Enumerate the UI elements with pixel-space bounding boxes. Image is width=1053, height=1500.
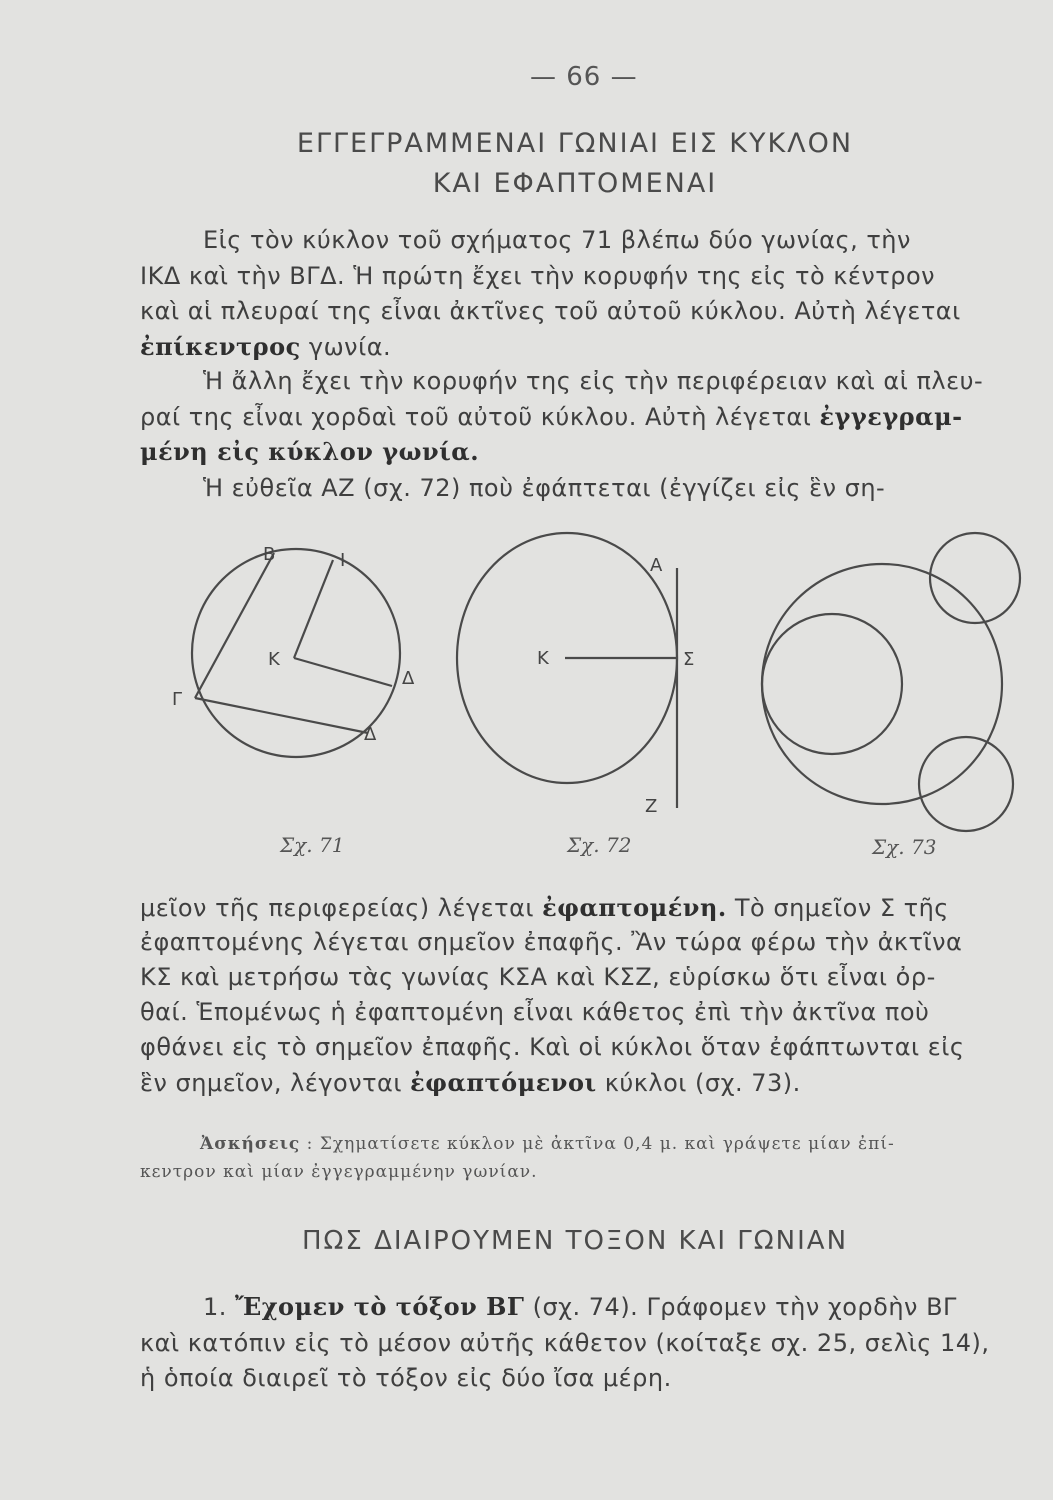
figure-73 <box>762 533 1020 831</box>
term-toxon: Ἔχομεν τὸ τόξον ΒΓ <box>235 1292 525 1321</box>
section-title-line2: ΚΑΙ ΕΦΑΠΤΟΜΕΝΑΙ <box>432 168 718 199</box>
item-number: 1. <box>203 1293 236 1321</box>
exercise-line: κεντρον καὶ μίαν ἐγγεγραμμένην γωνίαν. <box>140 1162 538 1182</box>
caption-fig73: Σχ. 73 <box>872 835 937 859</box>
text-span: (σχ. 74). Γράφομεν τὴν χορδὴν ΒΓ <box>524 1293 957 1321</box>
fig72-label-S: Σ <box>683 649 695 670</box>
paragraph-line: καὶ κατόπιν εἰς τὸ μέσον αὐτῆς κάθετον (κοίταξε σχ. 25, σελὶς 14), <box>140 1329 990 1357</box>
fig73-inner-circle <box>762 614 902 754</box>
fig72-label-Z: Ζ <box>645 796 658 817</box>
fig72-label-K: Κ <box>537 648 549 669</box>
paragraph-line: καὶ αἱ πλευραί της εἶναι ἀκτῖνες τοῦ αὐτοῦ κύκλου. Αὐτὴ λέγεται <box>140 297 961 325</box>
fig71-label-I: Ι <box>340 550 346 571</box>
paragraph-line: ἡ ὁποία διαιρεῖ τὸ τόξον εἰς δύο ἴσα μέρη. <box>140 1364 672 1392</box>
fig71-label-D1: Δ <box>402 668 415 689</box>
text-span: Τὸ σημεῖον Σ τῆς <box>726 894 949 922</box>
fig73-bottom-circle <box>919 737 1013 831</box>
exercise-line <box>200 1134 895 1154</box>
text-span: ἓν σημεῖον, λέγονται <box>140 1069 411 1097</box>
fig71-label-G: Γ <box>172 689 183 710</box>
fig71-chord-GB <box>195 553 274 698</box>
text-span: ραί της εἶναι χορδαὶ τοῦ αὐτοῦ κύκλου. Αὐτὴ λέγεται <box>140 403 820 431</box>
paragraph-line: φθάνει εἰς τὸ σημεῖον ἐπαφῆς. Καὶ οἱ κύκλοι ὅταν ἐφάπτωνται εἰς <box>140 1033 965 1061</box>
caption-fig71: Σχ. 71 <box>280 833 345 857</box>
text-span: κύκλοι (σχ. 73). <box>596 1069 801 1097</box>
paragraph-line: ΚΣ καὶ μετρήσω τὰς γωνίας ΚΣΑ καὶ ΚΣΖ, εὑρίσκω ὅτι εἶναι ὀρ- <box>140 963 936 991</box>
fig73-large-circle <box>762 564 1002 804</box>
text-span: μεῖον τῆς περιφερείας) λέγεται <box>140 894 543 922</box>
page-number: — 66 — <box>530 62 638 92</box>
text-span: : Σχηματίσετε κύκλον μὲ ἀκτῖνα 0,4 μ. καὶ γράψετε μίαν ἐπί- <box>300 1134 895 1154</box>
paragraph-line: θαί. Ἑπομένως ἡ ἐφαπτομένη εἶναι κάθετος ἐπὶ τὴν ἀκτῖνα ποὺ <box>140 998 930 1026</box>
term-efaptomenoi: ἐφαπτόμενοι <box>410 1068 597 1097</box>
term-epikentros: ἐπίκεντρος <box>140 332 301 361</box>
text-span: γωνία. <box>300 333 392 361</box>
fig72-label-A: Α <box>650 555 663 576</box>
paragraph-line: ΙΚΔ καὶ τὴν ΒΓΔ. Ἡ πρώτη ἔχει τὴν κορυφήν της εἰς τὸ κέντρον <box>140 262 936 290</box>
fig71-chord-GD <box>195 698 368 733</box>
caption-fig72: Σχ. 72 <box>567 833 632 857</box>
fig71-radius-KD <box>294 658 392 686</box>
paragraph-line <box>140 893 949 922</box>
paragraph-line: Εἰς τὸν κύκλον τοῦ σχήματος 71 βλέπω δύο γωνίας, τὴν <box>203 226 911 254</box>
term-engegrammeni: ἐγγεγραμ- <box>819 402 963 431</box>
figure-72 <box>457 533 677 808</box>
section-title-line1: ΕΓΓΕΓΡΑΜΜΕΝΑΙ ΓΩΝΙΑΙ ΕΙΣ ΚΥΚΛΟΝ <box>296 128 854 159</box>
term-engegrammeni-cont: μένη εἰς κύκλον γωνία. <box>140 437 480 466</box>
fig71-radius-KI <box>294 560 333 658</box>
section2-title: ΠΩΣ ΔΙΑΙΡΟΥΜΕΝ ΤΟΞΟΝ ΚΑΙ ΓΩΝΙΑΝ <box>301 1226 849 1256</box>
paragraph-line: Ἡ ἄλλη ἔχει τὴν κορυφήν της εἰς τὴν περιφέρειαν καὶ αἱ πλευ- <box>203 367 984 395</box>
term-efaptomeni: ἐφαπτομένη. <box>542 893 727 922</box>
fig71-label-D2: Δ <box>364 724 377 745</box>
paragraph-line: Ἡ εὐθεῖα ΑΖ (σχ. 72) ποὺ ἐφάπτεται (ἐγγίζει εἰς ἓν ση- <box>203 474 886 502</box>
fig71-label-B: Β <box>263 544 276 565</box>
exercise-label: Ἀσκήσεις <box>200 1134 301 1154</box>
paragraph-line <box>203 1292 957 1321</box>
paragraph-line <box>140 1068 801 1097</box>
paragraph-line: ἐφαπτομένης λέγεται σημεῖον ἐπαφῆς. Ἂν τώρα φέρω τὴν ἀκτῖνα <box>140 928 963 956</box>
fig71-label-K: Κ <box>268 649 280 670</box>
